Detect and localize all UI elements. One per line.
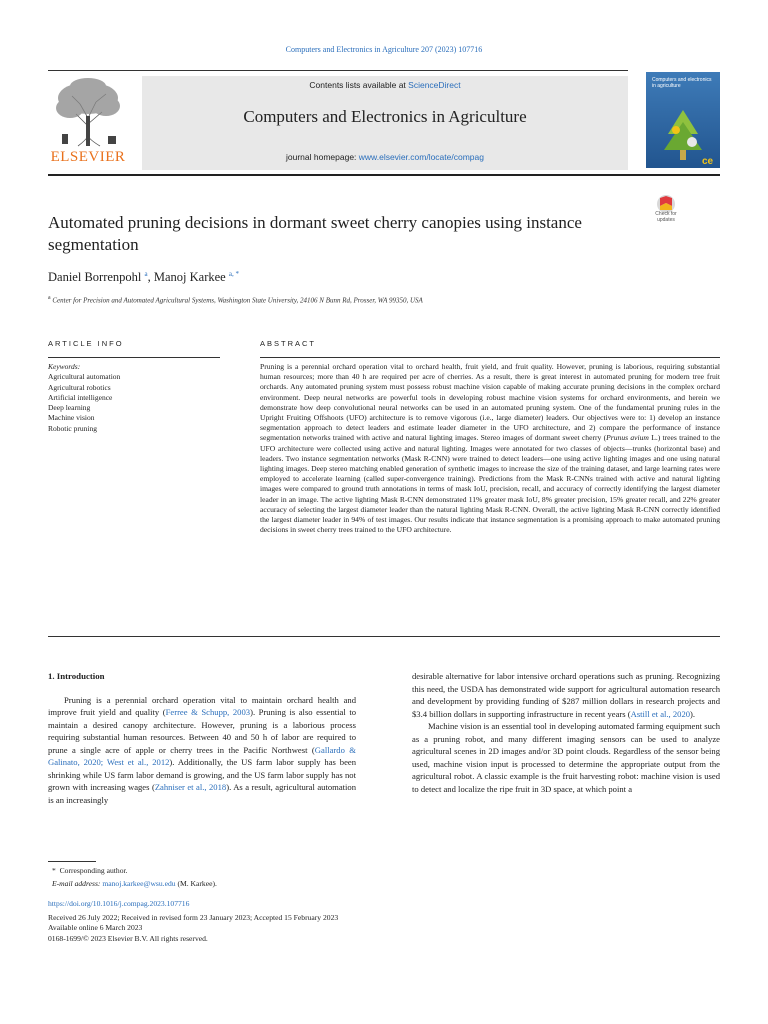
intro-paragraph: Machine vision is an essential tool in developing automated farming equipment such as a pruning robot, and many different imaging sensors can be used to analyze agricultural scenes in 2D images and/or 3D point clouds. Regardless of the sensor being used, machine vision input is processed to determine the appropriate output from the agricultural robot. A classic example is the fruit harvesting robot: machine vision is used to detect and localize the ripe fruit in 3D space, at which point a: [412, 721, 720, 794]
sciencedirect-link[interactable]: ScienceDirect: [408, 80, 461, 90]
check-updates-label: Check for updates: [655, 211, 677, 223]
body-column-right: [412, 670, 720, 795]
keywords-list: [48, 362, 220, 434]
keyword-item: Agricultural automation: [48, 372, 121, 382]
corresponding-author-note: * Corresponding author.: [52, 866, 128, 875]
affiliation: $^a$ Center for Precision and Automated Agricultural Systems, Washington State University, 24106 N Bunn Rd, Prosser, WA 99350, USA: [48, 295, 423, 305]
abstract-body: Pruning is a perennial orchard operation vital to orchard health, fruit yield, and fruit quality. However, pruning is laborious, requiring substantial human resources; more than 40 h are required per acre of cherries. As a result, there is great interest in automated pruning for modern tree fruit orchards. Any automated pruning system must possess robust machine vision capable of making accurate pruning decisions in the complex orchard environment. Deep neural networks are powerful tools in developing robust machine vision systems for orchard environments, and herein we demonstrate how deep convolutional neural networks can be used in an automated pruning system. One of the fundamental pruning rules in the Upright Fruiting Offshoots (UFO) architecture is to remove vigorous (i.e., large diameter) leaders. Our objectives were to: 1) develop an instance segmentation approach to detect leaders and estimate leader diameter in the UFO architecture, and 2) compare the performance of instance segmentation networks trained with active and natural lighting images. Stereo images of dormant sweet cherry (Prunus avium L.) trees trained to the UFO architecture were collected using active and natural lighting. Images were annotated for two classes of objects—trunks (horizontal base) and leaders. Two instance segmentation networks (Mask R-CNN) were trained to detect leaders—one using active lighting images and one using natural lighting images. Deep stereo matching enabled generation of synthetic images to increase the size of the training dataset, and large learning rates were employed to accelerate learning (called super-convergence training). Predictions from the Mask R-CNNs trained with active and natural lighting images were compared to ground truth annotations in terms of mask IoU, precision, recall, and accuracy of correctly identifying the largest diameter leader in an image. The active lighting Mask R-CNN demonstrated 11% greater mask IoU, 8% greater precision, 15% greater recall, and 22% greater accuracy of selecting the largest diameter leader than the natural lighting Mask R-CNN. Overall, the active lighting Mask R-CNN correctly identified the largest diameter leader in 94% of test images. Our results indicate that instance segmentation is a promising approach to make automated pruning decisions in sweet cherry trees trained to the UFO architecture.: [260, 362, 720, 535]
author-list: Daniel Borrenpohl $^a$, Manoj Karkee $^{a, *}$: [48, 270, 239, 285]
author-affiliation-mark[interactable]: a, *: [228, 270, 239, 278]
article-info-heading: ARTICLE INFO: [48, 339, 124, 348]
svg-text:ce: ce: [702, 156, 714, 167]
reference-link[interactable]: Gallardo & Galinato, 2020; West et al., 2012: [48, 744, 356, 767]
author-name[interactable]: Manoj Karkee: [153, 270, 226, 285]
keywords-label: Keywords:: [48, 362, 81, 371]
author-affiliation-mark[interactable]: a: [144, 270, 148, 278]
abstract-bottom-rule: [48, 636, 720, 637]
journal-homepage-link[interactable]: www.elsevier.com/locate/compag: [358, 152, 484, 162]
publisher-wordmark: ELSEVIER: [50, 149, 126, 165]
author-email-link[interactable]: manoj.karkee@wsu.edu: [102, 879, 176, 888]
keyword-item: Artificial intelligence: [48, 392, 113, 402]
reference-link[interactable]: Ferree & Schupp, 2003: [165, 707, 251, 717]
cover-title: Computers and electronics in agriculture: [652, 77, 712, 89]
species-name: Prunus avium: [606, 433, 649, 443]
doi-line[interactable]: [48, 899, 189, 910]
body-column-left: [48, 670, 356, 806]
journal-citation[interactable]: [0, 45, 768, 54]
keyword-item: Deep learning: [48, 403, 91, 413]
contents-line: Contents lists available at ScienceDirect: [309, 80, 461, 90]
reference-link[interactable]: Astill et al., 2020: [630, 708, 691, 719]
footnote-rule: [48, 861, 96, 862]
homepage-line: journal homepage: www.elsevier.com/locate/compag: [286, 152, 484, 162]
section-heading-introduction: 1. Introduction: [48, 671, 105, 681]
issn-copyright: 0168-1699/© 2023 Elsevier B.V. All rights reserved.: [48, 934, 208, 943]
reference-link[interactable]: Zahniser et al., 2018: [154, 782, 227, 792]
available-online-date: Available online 6 March 2023: [48, 923, 143, 932]
corresponding-author-mark: *: [52, 866, 56, 875]
journal-cover-image: [646, 72, 720, 168]
masthead-top-rule: [48, 70, 628, 71]
keyword-item: Robotic pruning: [48, 423, 97, 433]
intro-paragraph-continued: desirable alternative for labor intensive orchard operations such as pruning. Recognizing this need, the USDA has demonstrated wide support for agricultural automation research and development by providing funding of $287 million dollars in research projects and $3.4 billion dollars in supporting infrastructure in recent years (Astill et al., 2020).: [412, 671, 720, 719]
citation-link[interactable]: Computers and Electronics in Agriculture 207 (2023) 107716: [285, 45, 483, 54]
article-info-rule: [48, 357, 220, 358]
received-dates: Received 26 July 2022; Received in revised form 23 January 2023; Accepted 15 February 2023: [48, 913, 339, 922]
keyword-item: Agricultural robotics: [48, 382, 111, 392]
masthead-bottom-rule: [48, 174, 720, 176]
article-title: Automated pruning decisions in dormant sweet cherry canopies using instance segmentation: [48, 213, 582, 255]
abstract-heading: ABSTRACT: [260, 339, 317, 348]
journal-header: [142, 76, 628, 170]
email-note: E-mail address: manoj.karkee@wsu.edu (M. Karkee).: [52, 879, 217, 888]
doi-link[interactable]: https://doi.org/10.1016/j.compag.2023.107716: [48, 899, 190, 908]
keyword-item: Machine vision: [48, 413, 95, 423]
affiliation-mark: a: [48, 295, 51, 301]
abstract-rule: [260, 357, 720, 358]
author-name[interactable]: Daniel Borrenpohl: [48, 270, 142, 285]
intro-paragraph: Pruning is a perennial orchard operation vital to maintain orchard health and improve fruit yield and quality (Ferree & Schupp, 2003). Pruning is also essential to maintain a desired canopy architecture. However, pruning is a laborious process requiring substantial human resources. Between 40 and 50 h of labor are required to prune a single acre of apple or cherry trees in the Pacific Northwest (Gallardo & Galinato, 2020; West et al., 2012). Additionally, the US farm labor supply has been shrinking while US farm labor demand is growing, and the US farm labor supply has not grown with increasing wages (Zahniser et al., 2018). As a result, agricultural automation is an increasingly: [48, 694, 357, 805]
journal-title: Computers and Electronics in Agriculture: [243, 107, 527, 126]
